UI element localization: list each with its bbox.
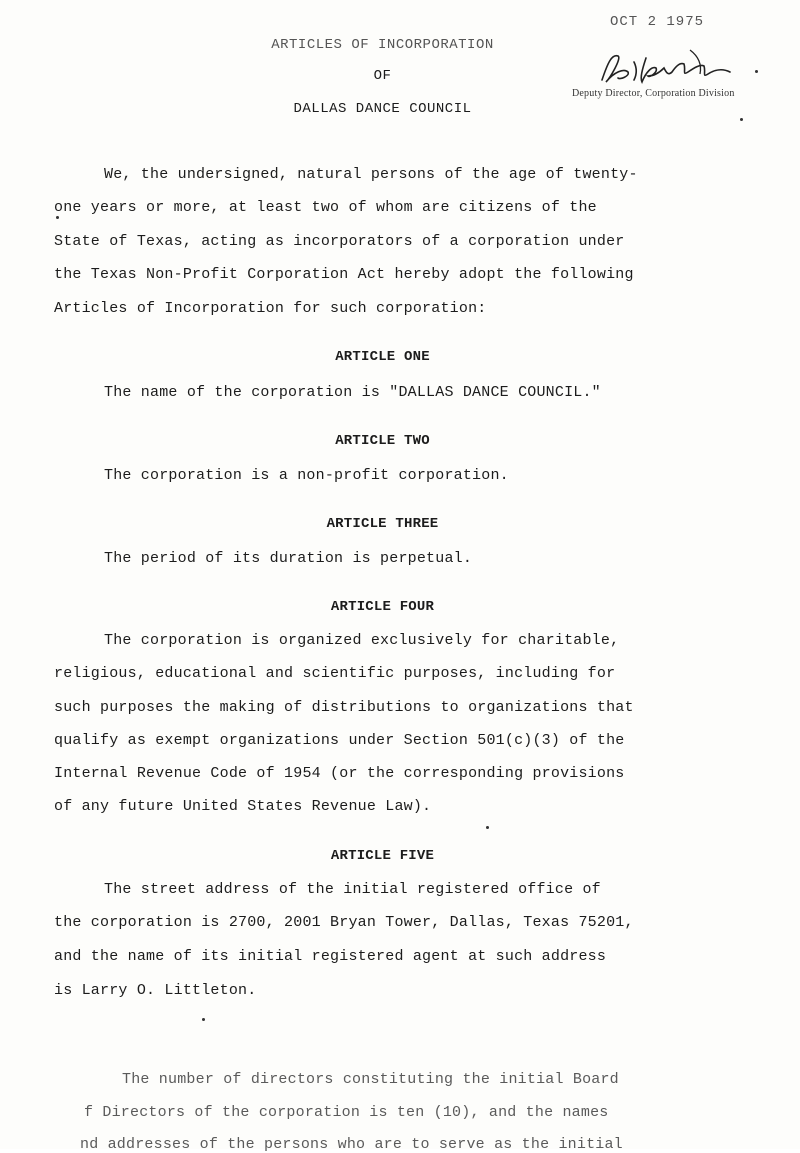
article-five-line-2: the corporation is 2700, 2001 Bryan Tower, Dallas, Texas 75201, — [54, 914, 634, 931]
article-four-line-6: of any future United States Revenue Law). — [54, 798, 432, 815]
signature-icon — [590, 42, 750, 92]
scan-speck — [56, 216, 59, 219]
scan-speck — [202, 1018, 205, 1021]
article-five-line-4: is Larry O. Littleton. — [54, 982, 257, 999]
article-four-line-4: qualify as exempt organizations under Section 501(c)(3) of the — [54, 732, 625, 749]
article-five-line-1: The street address of the initial registered office of — [104, 881, 601, 898]
article-four-line-1: The corporation is organized exclusively for charitable, — [104, 632, 620, 649]
article-four-line-2: religious, educational and scientific purposes, including for — [54, 665, 616, 682]
article-four-line-5: Internal Revenue Code of 1954 (or the corresponding provisions — [54, 765, 625, 782]
article-four-line-3: such purposes the making of distributions to organizations that — [54, 699, 634, 716]
preamble-line-4: the Texas Non-Profit Corporation Act hereby adopt the following — [54, 266, 634, 283]
title-line-2: OF — [373, 68, 392, 84]
directors-line-3: nd addresses of the persons who are to serve as the initial — [80, 1136, 623, 1153]
title-line-3: DALLAS DANCE COUNCIL — [293, 101, 472, 117]
signature-caption: Deputy Director, Corporation Division — [572, 88, 735, 99]
article-four-heading: ARTICLE FOUR — [330, 599, 435, 615]
article-five-line-3: and the name of its initial registered agent at such address — [54, 948, 607, 965]
scan-speck — [755, 70, 758, 73]
scan-speck — [740, 118, 743, 121]
preamble-line-2: one years or more, at least two of whom are citizens of the — [54, 199, 597, 216]
article-one-text: The name of the corporation is "DALLAS DANCE COUNCIL." — [104, 384, 601, 401]
scan-speck — [486, 826, 489, 829]
preamble-line-1: We, the undersigned, natural persons of the age of twenty- — [104, 166, 638, 183]
article-three-text: The period of its duration is perpetual. — [104, 550, 473, 567]
article-five-heading: ARTICLE FIVE — [330, 848, 435, 864]
article-two-heading: ARTICLE TWO — [335, 433, 430, 449]
article-one-heading: ARTICLE ONE — [335, 349, 430, 365]
title-line-1: ARTICLES OF INCORPORATION — [271, 37, 494, 53]
article-three-heading: ARTICLE THREE — [326, 516, 439, 532]
article-two-text: The corporation is a non-profit corporation. — [104, 467, 509, 484]
filing-stamp: OCT 2 1975 — [610, 14, 705, 30]
preamble-line-3: State of Texas, acting as incorporators of a corporation under — [54, 233, 625, 250]
directors-line-1: The number of directors constituting the initial Board — [122, 1071, 619, 1088]
directors-line-2: f Directors of the corporation is ten (10), and the names — [84, 1104, 609, 1121]
preamble-line-5: Articles of Incorporation for such corporation: — [54, 300, 487, 317]
